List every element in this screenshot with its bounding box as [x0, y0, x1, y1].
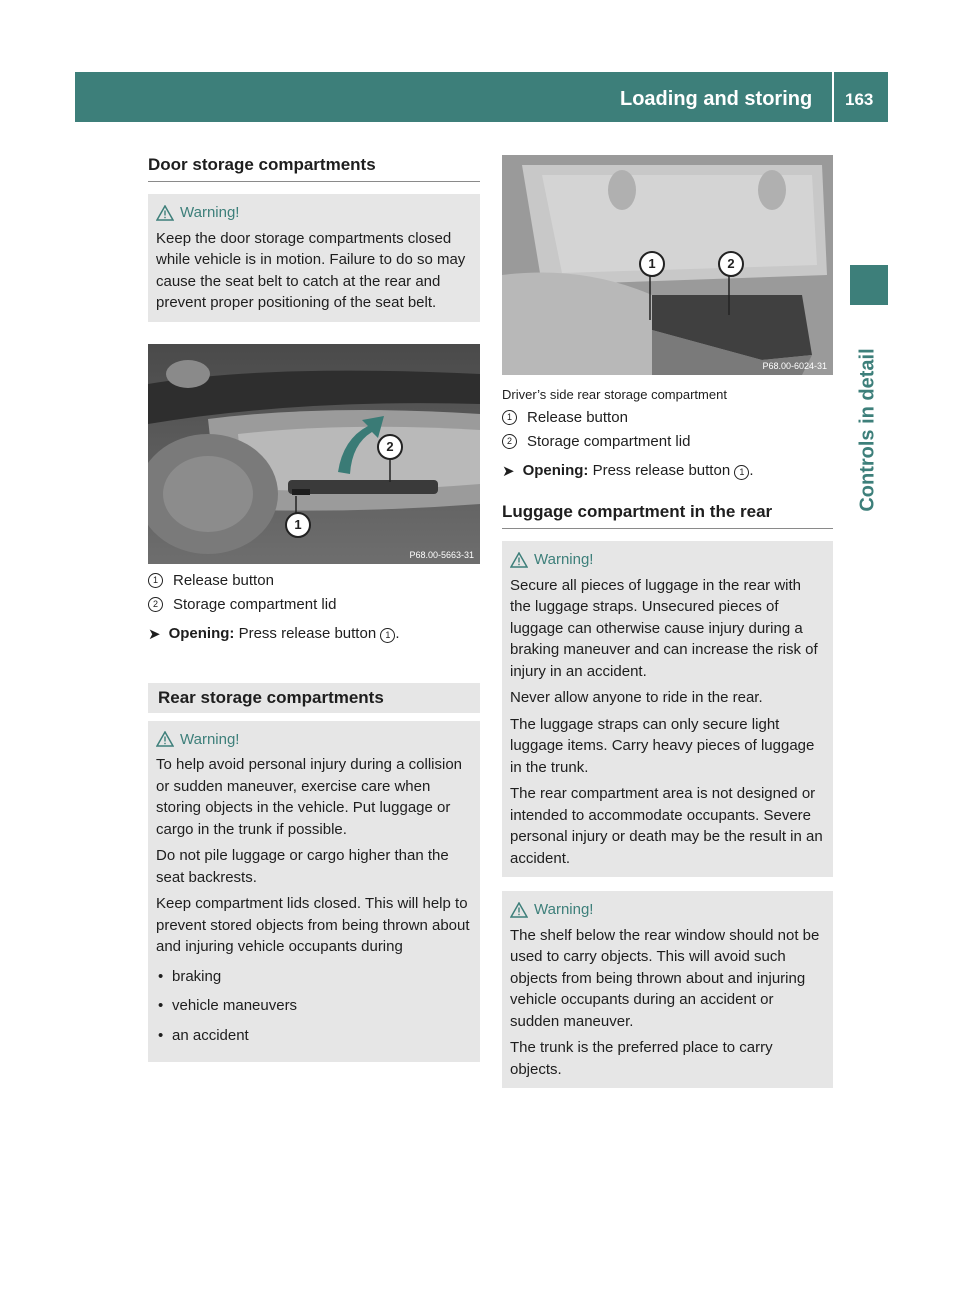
list-item: 2 Storage compartment lid [502, 433, 833, 450]
callout-2: 2 [377, 434, 403, 460]
callout-1: 1 [639, 251, 665, 277]
warning-text: Keep the door storage compartments closed while vehicle is in motion. Failure to do so may cause the seat belt to catch at the rear and prevent proper positioning of the seat belt. [156, 229, 466, 311]
header-divider [832, 72, 834, 122]
left-column [148, 155, 480, 1062]
photo-caption: Driver’s side rear storage compartment [502, 387, 727, 402]
callout-2: 2 [718, 251, 744, 277]
door-heading: Door storage compartments [148, 155, 480, 182]
warning-icon [156, 731, 174, 747]
arrow-icon: ➤ [148, 625, 161, 643]
opening-step: ➤ Opening: Press release button 1 . [148, 624, 400, 643]
photo-code: P68.00-6024-31 [762, 361, 827, 371]
warning-title: Warning! [534, 901, 594, 918]
door-warning [148, 194, 480, 322]
page-number: 163 [845, 90, 874, 109]
bullet-item: • braking [156, 966, 472, 988]
door-illustration [148, 344, 480, 564]
warning-icon [510, 552, 528, 568]
bullet-item: • an accident [156, 1025, 472, 1047]
luggage-heading: Luggage compartment in the rear [502, 502, 833, 529]
callout-1: 1 [285, 512, 311, 538]
list-item: 2 Storage compartment lid [148, 596, 480, 613]
side-label: Controls in detail [856, 348, 879, 512]
side-tab-block [850, 265, 888, 305]
warning-title: Warning! [180, 730, 240, 748]
arrow-icon: ➤ [502, 463, 515, 480]
photo-code: P68.00-5663-31 [409, 549, 474, 560]
rear-heading: Rear storage compartments [148, 683, 480, 713]
rear-compartment-illustration [502, 155, 833, 375]
page-title: Loading and storing [620, 88, 813, 110]
list-item: 1 Release button [502, 409, 833, 426]
bullet-item: • vehicle maneuvers [156, 995, 472, 1017]
warning-title: Warning! [534, 551, 594, 568]
door-photo [148, 344, 480, 564]
shelf-warning: Warning! The shelf below the rear window should not be used to carry objects. This will avoid such objects from being thrown about and injuring vehicle occupants during an accident or sudden maneuver. The trunk is the preferred place to carry objects. [502, 891, 833, 1088]
opening-step: ➤ Opening: Press release button 1 . [502, 462, 754, 480]
rear-photo [502, 155, 833, 375]
warning-title: Warning! [180, 204, 240, 221]
rear-warning: Warning! To help avoid personal injury during a collision or sudden maneuver, exercise care when storing objects in the vehicle. Put luggage or cargo in the trunk if possible. Do not pile luggage or cargo higher than the seat backrests. Keep compartment lids closed. This will help to prevent stored objects from being thrown about and injuring vehicle occupants during • braking • vehicle maneuvers • an accident [148, 721, 480, 1063]
luggage-warning: Warning! Secure all pieces of luggage in the rear with the luggage straps. Unsecured pieces of luggage can otherwise cause injury during a braking maneuver and can increase the risk of injury in an accident. Never allow anyone to ride in the rear. The luggage straps can only secure light luggage items. Carry heavy pieces of luggage in the trunk. The rear compartment area is not designed or intended to accommodate occupants. Severe personal injury or death may be the result in an accident. [502, 541, 833, 877]
right-column [502, 155, 833, 1088]
list-item: 1 Release button [148, 572, 480, 589]
warning-icon [510, 902, 528, 918]
warning-icon [156, 205, 174, 221]
